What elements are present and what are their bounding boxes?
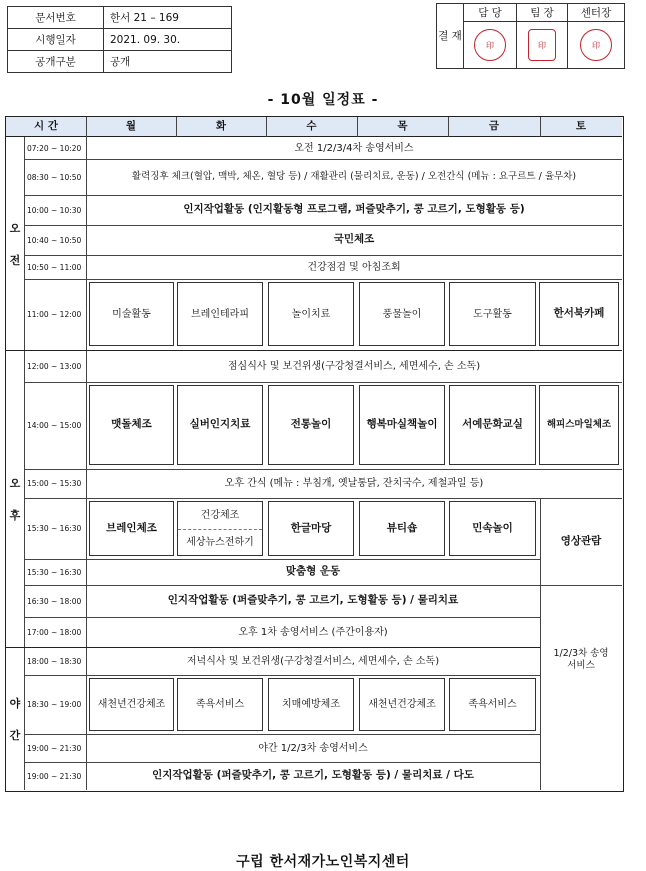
period-char: 야	[9, 696, 21, 710]
time-slot: 07:20 ~ 10:20	[27, 143, 82, 153]
period-night	[6, 647, 24, 790]
time-slot: 18:00 ~ 18:30	[27, 656, 82, 666]
activity-box-wed: 전통놀이	[268, 385, 354, 465]
time-slot: 10:40 ~ 10:50	[27, 235, 82, 245]
schedule-table	[5, 116, 624, 792]
info-row-date	[8, 29, 232, 51]
time-slot: 16:30 ~ 18:00	[27, 596, 82, 606]
approval-role-team-lead: 팀 장	[517, 4, 568, 22]
activity-box-fri: 민속놀이	[449, 501, 536, 556]
time-slot: 19:00 ~ 21:30	[27, 743, 82, 753]
activity-cell: 인지작업활동 (퍼즐맞추기, 콩 고르기, 도형활동 등) / 물리치료 / 다도	[152, 769, 474, 782]
document-info-table	[7, 6, 232, 73]
time-slot: 15:30 ~ 16:30	[27, 567, 82, 577]
saturday-evening-cell: 1/2/3차 송영서비스	[553, 647, 609, 671]
time-slot: 10:00 ~ 10:30	[27, 205, 82, 215]
approval-label: 결 재	[437, 4, 464, 69]
time-slot: 11:00 ~ 12:00	[27, 310, 82, 319]
activity-box-fri: 족욕서비스	[449, 678, 536, 731]
approval-role-director: 센터장	[568, 4, 625, 22]
activity-cell: 인지작업활동 (퍼즐맞추기, 콩 고르기, 도형활동 등) / 물리치료	[167, 594, 459, 607]
footer-organization: 구립 한서재가노인복지센터	[236, 854, 410, 870]
activity-box-thu: 행복마실책놀이	[359, 385, 445, 465]
period-morning	[6, 137, 24, 350]
time-slot: 15:00 ~ 15:30	[27, 479, 82, 488]
activity-box-thu: 새천년건강체조	[359, 678, 445, 731]
activity-cell: 오후 간식 (메뉴 : 부침개, 옛날통닭, 잔치국수, 제철과일 등)	[224, 478, 484, 489]
period-char: 오	[9, 476, 21, 490]
activity-cell: 인지작업활동 (인지활동형 프로그램, 퍼즐맞추기, 콩 고르기, 도형활동 등)	[183, 203, 525, 216]
info-row-disclosure	[8, 51, 232, 73]
activity-cell: 국민체조	[333, 233, 375, 246]
header-day-tue: 화	[215, 120, 227, 133]
period-afternoon	[6, 350, 24, 647]
approval-box	[436, 3, 625, 69]
info-key: 공개구분	[8, 51, 104, 73]
activity-box-tue: 브레인테라피	[177, 282, 263, 346]
activity-box-wed: 놀이치료	[268, 282, 354, 346]
activity-box-tue	[177, 501, 263, 556]
info-key: 문서번호	[8, 7, 104, 29]
time-slot: 08:30 ~ 10:50	[27, 172, 82, 182]
period-char: 전	[9, 253, 21, 267]
header-day-mon: 월	[125, 120, 137, 133]
saturday-afternoon-cell: 영상관람	[560, 534, 602, 547]
activity-cell: 활력징후 체크(혈압, 맥박, 체온, 혈당 등) / 재활관리 (물리치료, 운동) / 오전간식 (메뉴 : 요구르트 / 율무차)	[131, 170, 577, 182]
activity-sub-bottom: 세상뉴스전하기	[186, 537, 254, 548]
approval-role-staff: 담 당	[464, 4, 517, 22]
header-day-sat: 토	[575, 120, 587, 133]
activity-box-thu: 뷰티숍	[359, 501, 445, 556]
activity-box-wed: 한글마당	[268, 501, 354, 556]
info-value: 2021. 09. 30.	[104, 29, 232, 51]
activity-cell: 오후 1차 송영서비스 (주간이용자)	[238, 626, 388, 638]
time-slot: 17:00 ~ 18:00	[27, 627, 82, 637]
activity-sub-top: 건강체조	[200, 510, 240, 521]
activity-cell: 건강점검 및 아침조회	[307, 261, 401, 273]
period-char: 간	[9, 728, 21, 742]
activity-box-thu: 풍물놀이	[359, 282, 445, 346]
seal-stamp-icon: 印	[528, 29, 556, 61]
activity-cell: 저녁식사 및 보건위생(구강청결서비스, 세면세수, 손 소독)	[186, 655, 440, 667]
seal-stamp-icon: 印	[580, 29, 612, 61]
header-day-thu: 목	[397, 120, 408, 133]
activity-cell: 맞춤형 운동	[285, 565, 341, 578]
time-slot: 10:50 ~ 11:00	[27, 262, 82, 272]
activity-cell: 야간 1/2/3차 송영서비스	[258, 742, 368, 754]
activity-box-tue: 족욕서비스	[177, 678, 263, 731]
activity-cell: 점심식사 및 보건위생(구강청결서비스, 세면세수, 손 소독)	[227, 360, 481, 372]
info-value: 공개	[104, 51, 232, 73]
time-slot: 15:30 ~ 16:30	[27, 524, 82, 533]
page-title: - 10월 일정표 -	[267, 92, 379, 108]
time-slot: 12:00 ~ 13:00	[27, 361, 82, 371]
activity-cell: 오전 1/2/3/4차 송영서비스	[294, 142, 414, 154]
activity-box-sat: 해피스마일체조	[539, 385, 619, 465]
time-slot: 19:00 ~ 21:30	[27, 771, 82, 781]
activity-box-mon: 브레인체조	[89, 501, 174, 556]
time-slot: 14:00 ~ 15:00	[27, 421, 82, 430]
activity-box-tue: 실버인지치료	[177, 385, 263, 465]
period-char: 후	[9, 508, 21, 522]
time-slot: 18:30 ~ 19:00	[27, 700, 82, 709]
activity-box-sat: 한서북카페	[539, 282, 619, 346]
header-time: 시 간	[34, 120, 58, 133]
info-key: 시행일자	[8, 29, 104, 51]
activity-box-wed: 치매예방체조	[268, 678, 354, 731]
activity-box-mon: 미술활동	[89, 282, 174, 346]
activity-box-mon: 새천년건강체조	[89, 678, 174, 731]
seal-stamp-icon: 印	[474, 29, 506, 61]
info-value: 한서 21 – 169	[104, 7, 232, 29]
header-day-fri: 금	[488, 120, 500, 133]
activity-box-fri: 서예문화교실	[449, 385, 536, 465]
period-char: 오	[9, 221, 21, 235]
info-row-doc-number	[8, 7, 232, 29]
activity-box-mon: 맷돌체조	[89, 385, 174, 465]
activity-box-fri: 도구활동	[449, 282, 536, 346]
header-day-wed: 수	[306, 120, 317, 133]
